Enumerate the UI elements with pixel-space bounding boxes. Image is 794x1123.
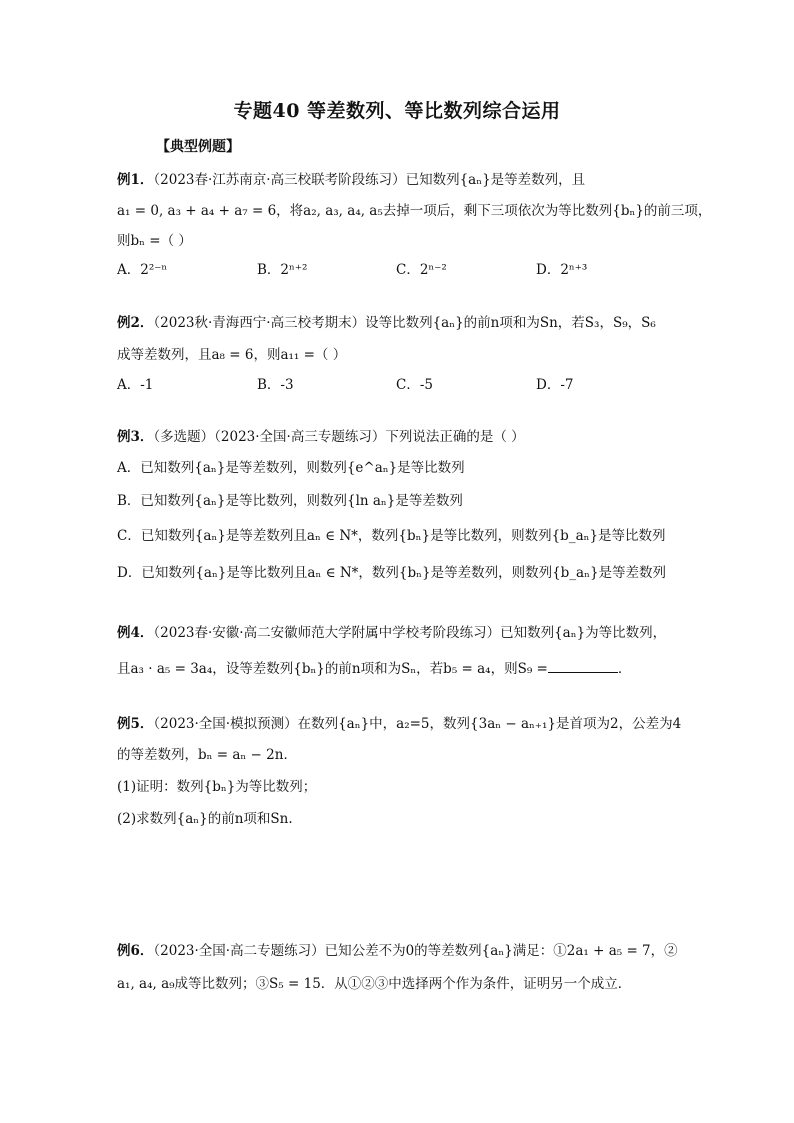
example-1-header [117,171,585,189]
example-6-source: （2023·全国·高二专题练习）已知公差不为0的等差数列{aₙ}满足：①2a₁ + a₅ = 7，② [153,943,678,959]
example-3-option-c: C．已知数列{aₙ}是等差数列且aₙ ∈ N*，数列{bₙ}是等比数列，则数列{b_aₙ}是等比数列 [117,528,666,544]
example-3-header [117,428,525,446]
example-2-option-d: D．-7 [536,377,574,393]
example-3-option-d: D．已知数列{aₙ}是等比数列且aₙ ∈ N*，数列{bₙ}是等差数列，则数列{b_aₙ}是等差数列 [117,565,667,581]
example-5-part-2: (2)求数列{aₙ}的前n项和Sn. [117,811,293,827]
example-2-header [117,314,656,332]
example-1-option-a: A．2²⁻ⁿ [117,262,168,278]
example-2-line-2: 成等差数列，且a₈ = 6，则a₁₁ =（ ） [117,347,347,363]
example-4-source: （2023春·安徽·高二安徽师范大学附属中学校考阶段练习）已知数列{aₙ}为等比数列， [153,625,667,641]
example-4-line-2 [117,660,631,678]
example-2-option-a: A．-1 [117,377,154,393]
example-1-label: 例1． [117,172,154,188]
example-5-part-1: (1)证明：数列{bₙ}为等比数列； [117,779,317,795]
example-1-line-2: a₁ = 0, a₃ + a₄ + a₇ = 6，将a₂, a₃, a₄, a₅去掉一项后，剩下三项依次为等比数列{bₙ}的前三项， [117,203,712,219]
example-5-line-2: 的等差数列，bₙ = aₙ − 2n． [117,747,297,763]
example-4-label: 例4． [117,625,154,641]
example-6-label: 例6． [117,943,154,959]
example-1-option-d: D．2ⁿ⁺³ [536,262,588,278]
example-6-header [117,942,678,960]
example-2-source: （2023秋·青海西宁·高三校考期末）设等比数列{aₙ}的前n项和为Sn，若S₃，S₉，S₆ [153,315,656,331]
example-5-header [117,715,681,733]
page-title: 专题40 等差数列、等比数列综合运用 [233,100,561,122]
example-1-source: （2023春·江苏南京·高三校联考阶段练习）已知数列{aₙ}是等差数列，且 [153,172,586,188]
example-3-option-a: A．已知数列{aₙ}是等差数列，则数列{e^aₙ}是等比数列 [117,460,465,476]
example-4-period: ． [617,661,632,677]
example-2-label: 例2． [117,315,154,331]
section-heading: 【典型例题】 [156,139,240,155]
example-2-option-b: B．-3 [257,377,294,393]
example-1-line-3: 则bₙ =（ ） [117,233,192,249]
example-6-line-2: a₁, a₄, a₉成等比数列；③S₅ = 15．从①②③中选择两个作为条件，证明另一个成立． [117,976,632,992]
example-4-condition: 且a₃ · a₅ = 3a₄，设等差数列{bₙ}的前n项和为Sₙ，若b₅ = a₄，则S₉ = [117,661,548,677]
example-3-label: 例3． [117,429,154,445]
example-5-label: 例5． [117,716,154,732]
answer-blank[interactable] [548,660,618,673]
example-3-source: （多选题）（2023·全国·高三专题练习）下列说法正确的是（ ） [153,429,525,445]
example-3-option-b: B．已知数列{aₙ}是等比数列，则数列{ln aₙ}是等差数列 [117,493,463,509]
example-1-option-b: B．2ⁿ⁺² [257,262,308,278]
example-2-option-c: C．-5 [396,377,433,393]
example-4-header [117,624,666,642]
example-1-option-c: C．2ⁿ⁻² [396,262,447,278]
example-5-source: （2023·全国·模拟预测）在数列{aₙ}中，a₂=5，数列{3aₙ − aₙ₊₁}是首项为2，公差为4 [153,716,682,732]
